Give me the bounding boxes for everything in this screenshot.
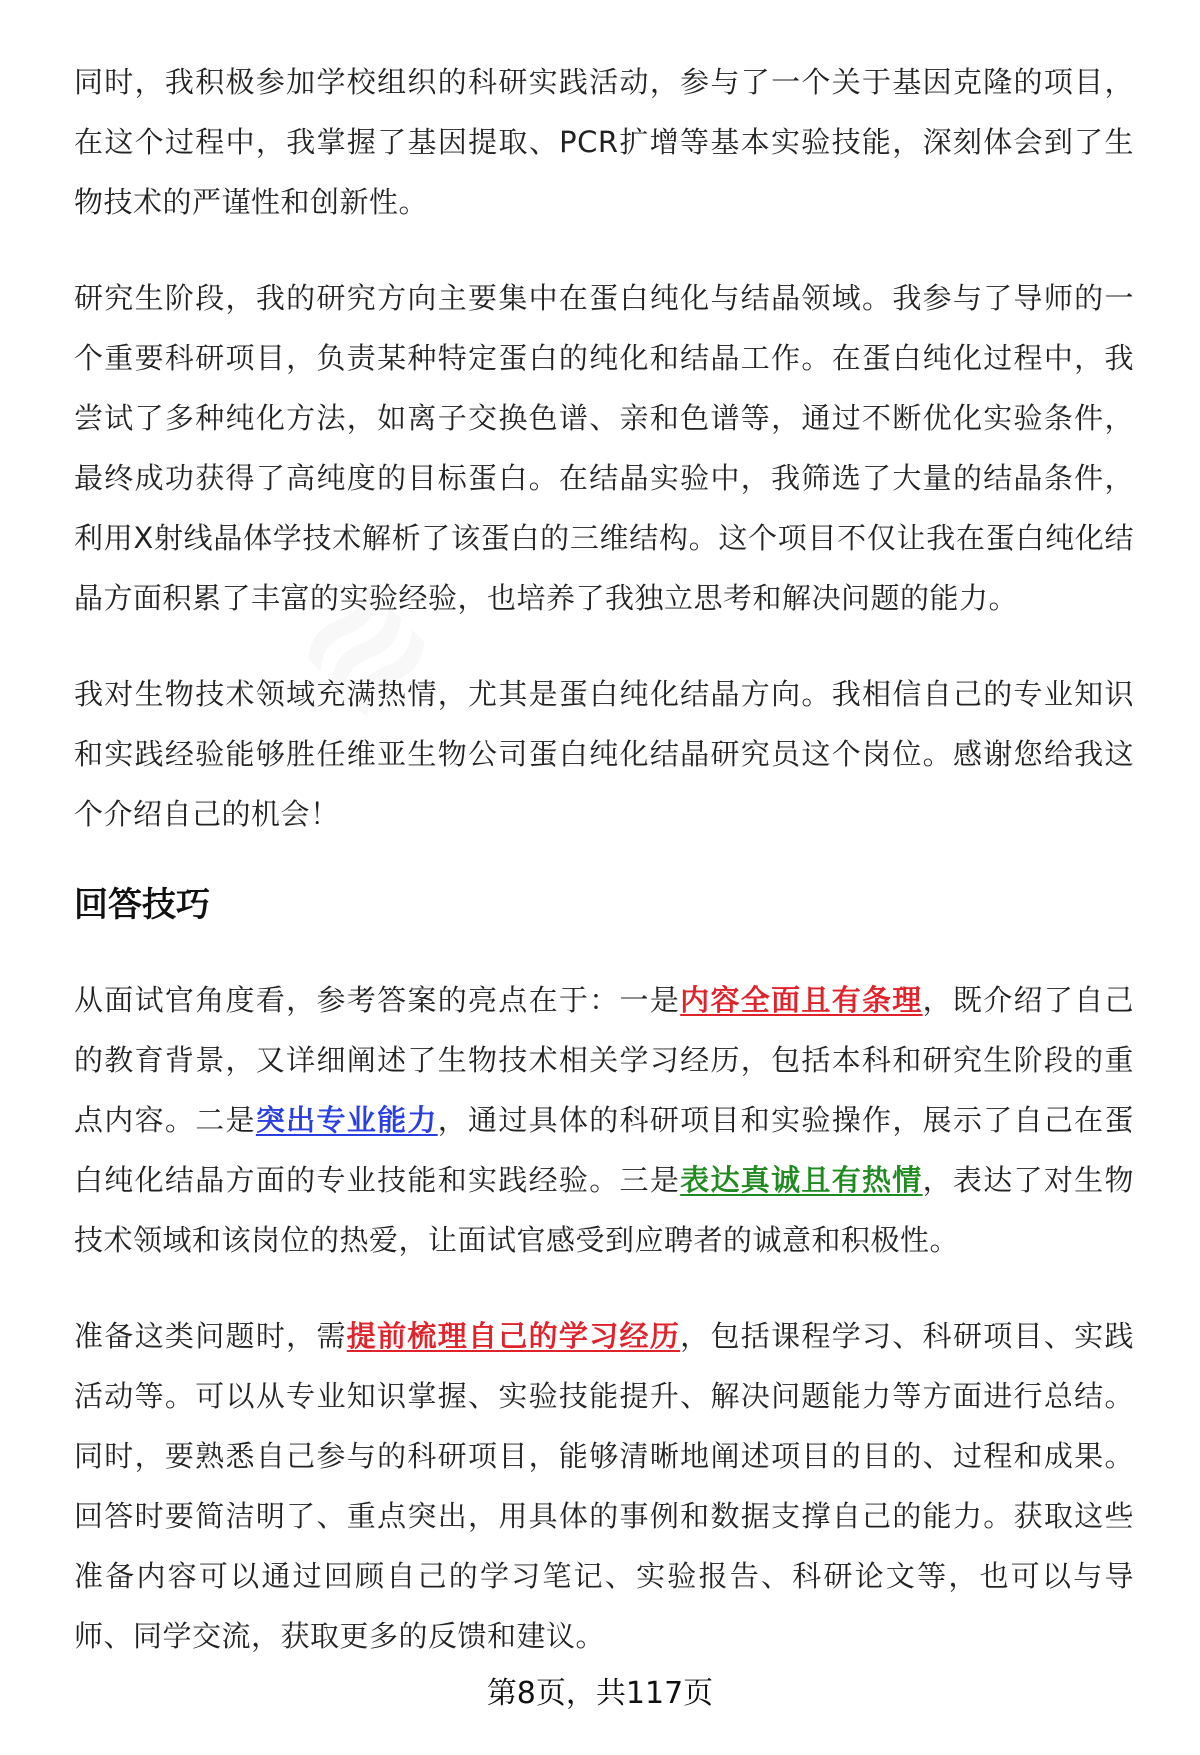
tips-text-2: ，既介绍了自己的教育背景，又详细阐述了生物技术相关学习经历，包括本科和研究生阶段的重点内容。二是 (74, 983, 1134, 1137)
paragraph-graduate-stage: 研究生阶段，我的研究方向主要集中在蛋白纯化与结晶领域。我参与了导师的一个重要科研项目，负责某种特定蛋白的纯化和结晶工作。在蛋白纯化过程中，我尝试了多种纯化方法，如离子交换色谱、亲和色谱等，通过不断优化实验条件，最终成功获得了高纯度的目标蛋白。在结晶实验中，我筛选了大量的结晶条件，利用X射线晶体学技术解析了该蛋白的三维结构。这个项目不仅让我在蛋白纯化结晶方面积累了丰富的实验经验，也培养了我独立思考和解决问题的能力。 (74, 281, 1134, 615)
paragraph-closing: 我对生物技术领域充满热情，尤其是蛋白纯化结晶方向。我相信自己的专业知识和实践经验能够胜任维亚生物公司蛋白纯化结晶研究员这个岗位。感谢您给我这个介绍自己的机会！ (74, 677, 1134, 831)
highlight-review-experience: 提前梳理自己的学习经历 (346, 1319, 681, 1353)
tips-text-3: ，通过具体的科研项目和实验操作，展示了自己在蛋白纯化结晶方面的专业技能和实践经验。三是 (74, 1103, 1134, 1197)
paragraph-tips-highlights (74, 970, 1134, 1270)
prep-text-1: 准备这类问题时，需 (74, 1319, 347, 1353)
tips-text-4: ，表达了对生物技术领域和该岗位的热爱，让面试官感受到应聘者的诚意和积极性。 (74, 1163, 1134, 1257)
highlight-professional: 突出专业能力 (255, 1103, 438, 1137)
highlight-comprehensive: 内容全面且有条理 (680, 983, 923, 1017)
prep-text-2: ，包括课程学习、科研项目、实践活动等。可以从专业知识掌握、实验技能提升、解决问题能力等方面进行总结。同时，要熟悉自己参与的科研项目，能够清晰地阐述项目的目的、过程和成果。回答时要简洁明了、重点突出，用具体的事例和数据支撑自己的能力。获取这些准备内容可以通过回顾自己的学习笔记、实验报告、科研论文等，也可以与导师、同学交流，获取更多的反馈和建议。 (74, 1319, 1134, 1653)
paragraph-research-practice: 同时，我积极参加学校组织的科研实践活动，参与了一个关于基因克隆的项目，在这个过程中，我掌握了基因提取、PCR扩增等基本实验技能，深刻体会到了生物技术的严谨性和创新性。 (74, 65, 1134, 219)
tips-text-1: 从面试官角度看，参考答案的亮点在于：一是 (74, 983, 681, 1017)
paragraph-tips-preparation (74, 1306, 1134, 1666)
page-number: 第8页，共117页 (486, 1676, 714, 1711)
watermark: ≋ (256, 541, 469, 753)
section-title: 回答技巧 (74, 885, 210, 925)
highlight-sincere: 表达真诚且有热情 (680, 1163, 923, 1197)
document-page (74, 52, 1134, 1702)
